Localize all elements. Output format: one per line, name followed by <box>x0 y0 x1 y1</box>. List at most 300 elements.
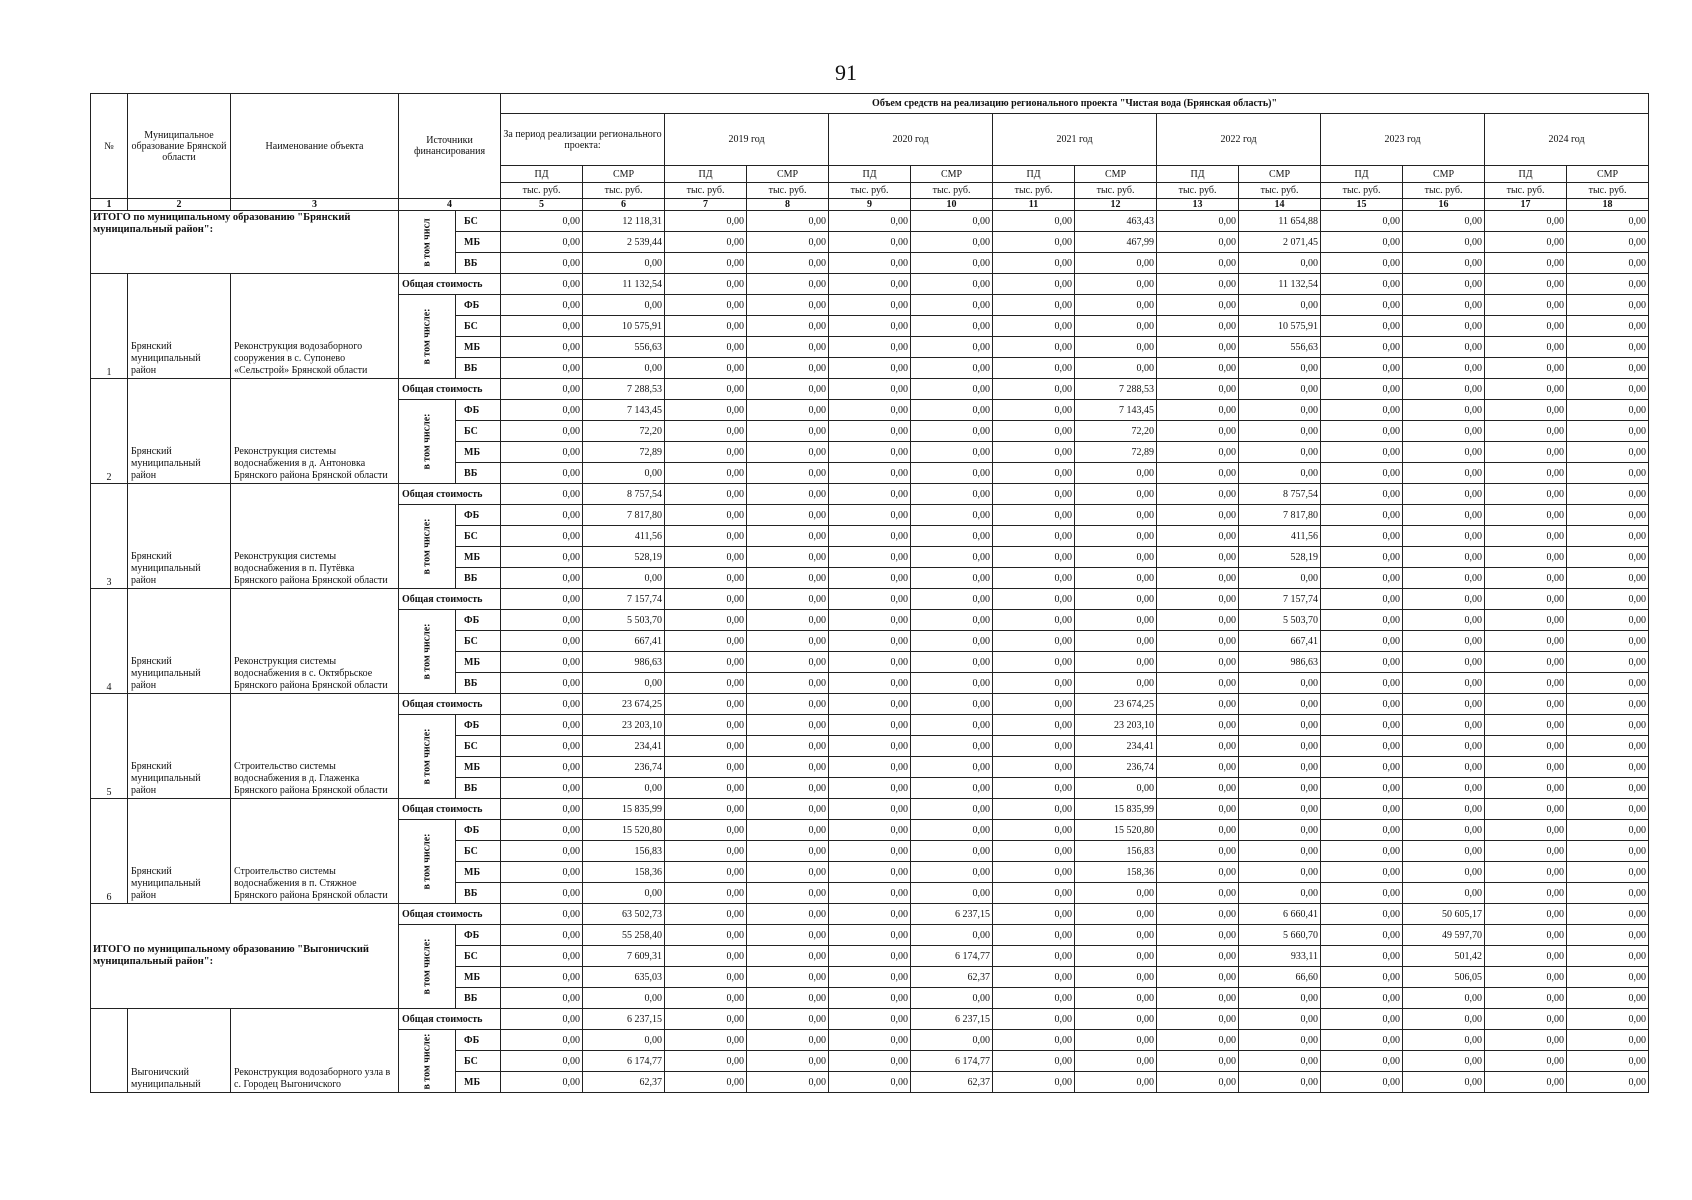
value-cell: 0,00 <box>747 463 829 484</box>
value-cell: 0,00 <box>501 337 583 358</box>
value-cell: 0,00 <box>665 778 747 799</box>
value-cell: 0,00 <box>1157 1072 1239 1093</box>
value-cell: 0,00 <box>1403 673 1485 694</box>
value-cell: 0,00 <box>1567 526 1649 547</box>
value-cell: 10 575,91 <box>1239 316 1321 337</box>
value-cell: 23 203,10 <box>583 715 665 736</box>
value-cell: 0,00 <box>1485 925 1567 946</box>
value-cell: 0,00 <box>1157 631 1239 652</box>
value-cell: 0,00 <box>747 610 829 631</box>
value-cell: 0,00 <box>501 484 583 505</box>
value-cell: 50 605,17 <box>1403 904 1485 925</box>
value-cell: 0,00 <box>665 967 747 988</box>
value-cell: 7 143,45 <box>583 400 665 421</box>
source-cell: ФБ <box>456 1030 501 1051</box>
value-cell: 0,00 <box>1403 274 1485 295</box>
value-cell: 0,00 <box>911 295 993 316</box>
source-cell: ФБ <box>456 925 501 946</box>
value-cell: 0,00 <box>911 925 993 946</box>
value-cell: 0,00 <box>1485 631 1567 652</box>
value-cell: 6 660,41 <box>1239 904 1321 925</box>
value-cell: 0,00 <box>1321 904 1403 925</box>
value-cell: 0,00 <box>583 463 665 484</box>
value-cell: 0,00 <box>1403 295 1485 316</box>
value-cell: 15 520,80 <box>583 820 665 841</box>
value-cell: 236,74 <box>583 757 665 778</box>
including-label <box>399 715 456 799</box>
value-cell: 0,00 <box>911 484 993 505</box>
value-cell: 0,00 <box>1239 715 1321 736</box>
value-cell: 0,00 <box>1157 652 1239 673</box>
value-cell: 0,00 <box>1321 400 1403 421</box>
value-cell: 0,00 <box>1321 715 1403 736</box>
value-cell: 0,00 <box>665 232 747 253</box>
value-cell: 0,00 <box>1157 253 1239 274</box>
value-cell: 667,41 <box>583 631 665 652</box>
header-unit: тыс. руб. <box>911 183 993 199</box>
municipality-name: Выгоничский муниципальный <box>128 1009 231 1093</box>
source-cell: БС <box>456 1051 501 1072</box>
value-cell: 0,00 <box>501 715 583 736</box>
table-row-total <box>91 484 1649 505</box>
value-cell: 0,00 <box>1485 904 1567 925</box>
value-cell: 0,00 <box>501 211 583 232</box>
value-cell: 0,00 <box>829 400 911 421</box>
value-cell: 15 835,99 <box>583 799 665 820</box>
table-row-total <box>91 589 1649 610</box>
source-cell: ФБ <box>456 295 501 316</box>
value-cell: 0,00 <box>1321 736 1403 757</box>
value-cell: 0,00 <box>1403 337 1485 358</box>
value-cell: 0,00 <box>501 253 583 274</box>
table-row-total <box>91 379 1649 400</box>
value-cell: 0,00 <box>747 799 829 820</box>
value-cell: 0,00 <box>665 673 747 694</box>
value-cell: 0,00 <box>911 652 993 673</box>
header-smr: СМР <box>747 166 829 183</box>
value-cell: 0,00 <box>1485 820 1567 841</box>
value-cell: 0,00 <box>1157 1030 1239 1051</box>
value-cell: 0,00 <box>993 316 1075 337</box>
value-cell: 0,00 <box>665 841 747 862</box>
value-cell: 0,00 <box>829 946 911 967</box>
source-cell: ФБ <box>456 400 501 421</box>
value-cell: 0,00 <box>747 694 829 715</box>
value-cell: 0,00 <box>829 274 911 295</box>
value-cell: 0,00 <box>501 736 583 757</box>
value-cell: 0,00 <box>1485 484 1567 505</box>
table-row-total <box>91 799 1649 820</box>
value-cell: 0,00 <box>993 337 1075 358</box>
value-cell: 0,00 <box>1157 736 1239 757</box>
value-cell: 0,00 <box>1321 1009 1403 1030</box>
value-cell: 986,63 <box>1239 652 1321 673</box>
value-cell: 0,00 <box>993 925 1075 946</box>
value-cell: 0,00 <box>911 610 993 631</box>
value-cell: 0,00 <box>501 820 583 841</box>
value-cell: 0,00 <box>1075 778 1157 799</box>
header-year: 2022 год <box>1157 114 1321 166</box>
value-cell: 0,00 <box>1075 967 1157 988</box>
value-cell: 0,00 <box>1485 841 1567 862</box>
value-cell: 0,00 <box>911 505 993 526</box>
value-cell: 0,00 <box>1485 211 1567 232</box>
value-cell: 0,00 <box>501 232 583 253</box>
value-cell: 0,00 <box>1403 736 1485 757</box>
value-cell: 0,00 <box>1567 337 1649 358</box>
including-label <box>399 610 456 694</box>
value-cell: 0,00 <box>829 673 911 694</box>
value-cell: 467,99 <box>1075 232 1157 253</box>
value-cell: 0,00 <box>1567 253 1649 274</box>
value-cell: 0,00 <box>911 379 993 400</box>
value-cell: 0,00 <box>1403 988 1485 1009</box>
value-cell: 0,00 <box>1567 862 1649 883</box>
total-cost-label: Общая стоимость <box>399 589 501 610</box>
value-cell: 0,00 <box>501 589 583 610</box>
value-cell: 0,00 <box>829 883 911 904</box>
value-cell: 0,00 <box>993 295 1075 316</box>
value-cell: 0,00 <box>829 904 911 925</box>
value-cell: 0,00 <box>1321 274 1403 295</box>
value-cell: 0,00 <box>993 883 1075 904</box>
value-cell: 7 288,53 <box>583 379 665 400</box>
value-cell: 0,00 <box>1239 778 1321 799</box>
value-cell: 0,00 <box>1239 1072 1321 1093</box>
value-cell: 0,00 <box>1485 589 1567 610</box>
value-cell: 62,37 <box>911 1072 993 1093</box>
value-cell: 0,00 <box>993 505 1075 526</box>
value-cell: 0,00 <box>1403 631 1485 652</box>
header-no: № <box>91 94 128 199</box>
source-cell: ВБ <box>456 463 501 484</box>
value-cell: 556,63 <box>583 337 665 358</box>
value-cell: 0,00 <box>1239 1051 1321 1072</box>
header-smr: СМР <box>583 166 665 183</box>
value-cell: 0,00 <box>665 253 747 274</box>
value-cell: 0,00 <box>1239 295 1321 316</box>
value-cell: 0,00 <box>993 778 1075 799</box>
value-cell: 0,00 <box>1239 736 1321 757</box>
value-cell: 0,00 <box>1485 1072 1567 1093</box>
value-cell: 0,00 <box>1403 652 1485 673</box>
header-year: 2019 год <box>665 114 829 166</box>
value-cell: 0,00 <box>1485 862 1567 883</box>
including-label <box>399 1030 456 1093</box>
value-cell: 0,00 <box>1403 547 1485 568</box>
column-number: 6 <box>583 199 665 211</box>
value-cell: 0,00 <box>665 820 747 841</box>
column-number: 4 <box>399 199 501 211</box>
value-cell: 0,00 <box>1567 820 1649 841</box>
total-cost-label: Общая стоимость <box>399 1009 501 1030</box>
value-cell: 0,00 <box>1567 379 1649 400</box>
value-cell: 0,00 <box>911 673 993 694</box>
value-cell: 0,00 <box>911 232 993 253</box>
value-cell: 0,00 <box>829 694 911 715</box>
value-cell: 0,00 <box>747 673 829 694</box>
value-cell: 0,00 <box>1567 652 1649 673</box>
value-cell: 0,00 <box>1157 820 1239 841</box>
value-cell: 0,00 <box>829 526 911 547</box>
value-cell: 0,00 <box>993 799 1075 820</box>
column-number: 1 <box>91 199 128 211</box>
value-cell: 0,00 <box>1321 673 1403 694</box>
value-cell: 0,00 <box>501 673 583 694</box>
value-cell: 0,00 <box>1403 778 1485 799</box>
header-smr: СМР <box>1239 166 1321 183</box>
value-cell: 0,00 <box>665 631 747 652</box>
municipality-name: Брянский муниципальный район <box>128 274 231 379</box>
value-cell: 11 132,54 <box>1239 274 1321 295</box>
header-year: 2021 год <box>993 114 1157 166</box>
header-unit: тыс. руб. <box>1403 183 1485 199</box>
value-cell: 0,00 <box>993 736 1075 757</box>
value-cell: 2 071,45 <box>1239 232 1321 253</box>
value-cell: 0,00 <box>1567 568 1649 589</box>
value-cell: 0,00 <box>1075 505 1157 526</box>
value-cell: 0,00 <box>665 1009 747 1030</box>
value-cell: 0,00 <box>993 1009 1075 1030</box>
value-cell: 0,00 <box>1403 694 1485 715</box>
value-cell: 0,00 <box>1157 967 1239 988</box>
header-municipality: Муниципальное образование Брянской области <box>128 94 231 199</box>
value-cell: 0,00 <box>911 988 993 1009</box>
value-cell: 0,00 <box>747 841 829 862</box>
header-pd: ПД <box>829 166 911 183</box>
header-year: 2024 год <box>1485 114 1649 166</box>
value-cell: 501,42 <box>1403 946 1485 967</box>
value-cell: 0,00 <box>1403 358 1485 379</box>
value-cell: 0,00 <box>911 883 993 904</box>
value-cell: 0,00 <box>1157 379 1239 400</box>
source-cell: ВБ <box>456 568 501 589</box>
value-cell: 0,00 <box>993 904 1075 925</box>
value-cell: 0,00 <box>665 505 747 526</box>
value-cell: 0,00 <box>1403 400 1485 421</box>
value-cell: 0,00 <box>911 337 993 358</box>
value-cell: 0,00 <box>1157 715 1239 736</box>
value-cell: 0,00 <box>1157 274 1239 295</box>
value-cell: 0,00 <box>1485 337 1567 358</box>
value-cell: 0,00 <box>665 589 747 610</box>
value-cell: 0,00 <box>747 295 829 316</box>
value-cell: 0,00 <box>747 379 829 400</box>
value-cell: 23 674,25 <box>583 694 665 715</box>
value-cell: 0,00 <box>1403 232 1485 253</box>
value-cell: 0,00 <box>665 421 747 442</box>
table-body <box>91 211 1649 1093</box>
value-cell: 0,00 <box>501 757 583 778</box>
value-cell: 0,00 <box>1567 400 1649 421</box>
value-cell: 0,00 <box>1485 1030 1567 1051</box>
value-cell: 0,00 <box>1075 274 1157 295</box>
value-cell: 0,00 <box>911 400 993 421</box>
value-cell: 0,00 <box>1075 526 1157 547</box>
value-cell: 0,00 <box>993 694 1075 715</box>
value-cell: 0,00 <box>747 526 829 547</box>
value-cell: 0,00 <box>665 484 747 505</box>
value-cell: 0,00 <box>911 274 993 295</box>
source-cell: МБ <box>456 1072 501 1093</box>
value-cell: 0,00 <box>1567 274 1649 295</box>
value-cell: 0,00 <box>501 988 583 1009</box>
value-cell: 0,00 <box>1485 442 1567 463</box>
including-text: в том числе: <box>421 938 433 995</box>
value-cell: 0,00 <box>993 484 1075 505</box>
header-sources: Источники финансирования <box>399 94 501 199</box>
value-cell: 11 654,88 <box>1239 211 1321 232</box>
value-cell: 0,00 <box>501 463 583 484</box>
value-cell: 0,00 <box>1567 694 1649 715</box>
value-cell: 0,00 <box>1321 631 1403 652</box>
value-cell: 0,00 <box>1321 316 1403 337</box>
source-cell: МБ <box>456 757 501 778</box>
value-cell: 15 835,99 <box>1075 799 1157 820</box>
source-cell: БС <box>456 841 501 862</box>
value-cell: 0,00 <box>829 463 911 484</box>
value-cell: 0,00 <box>911 253 993 274</box>
value-cell: 0,00 <box>1403 1051 1485 1072</box>
value-cell: 933,11 <box>1239 946 1321 967</box>
source-cell: МБ <box>456 652 501 673</box>
header-unit: тыс. руб. <box>1321 183 1403 199</box>
value-cell: 0,00 <box>829 442 911 463</box>
value-cell: 0,00 <box>993 1072 1075 1093</box>
value-cell: 0,00 <box>1075 316 1157 337</box>
value-cell: 0,00 <box>1403 820 1485 841</box>
value-cell: 0,00 <box>1567 232 1649 253</box>
value-cell: 0,00 <box>1567 1009 1649 1030</box>
value-cell: 0,00 <box>1567 610 1649 631</box>
header-smr: СМР <box>1567 166 1649 183</box>
value-cell: 0,00 <box>911 547 993 568</box>
value-cell: 0,00 <box>1321 925 1403 946</box>
value-cell: 0,00 <box>1075 673 1157 694</box>
value-cell: 0,00 <box>501 610 583 631</box>
value-cell: 0,00 <box>1157 904 1239 925</box>
value-cell: 0,00 <box>1403 757 1485 778</box>
value-cell: 0,00 <box>1075 589 1157 610</box>
value-cell: 0,00 <box>501 967 583 988</box>
value-cell: 0,00 <box>665 526 747 547</box>
value-cell: 0,00 <box>829 1051 911 1072</box>
value-cell: 0,00 <box>993 1051 1075 1072</box>
value-cell: 0,00 <box>747 316 829 337</box>
value-cell: 0,00 <box>1567 505 1649 526</box>
value-cell: 0,00 <box>1321 967 1403 988</box>
value-cell: 0,00 <box>1485 946 1567 967</box>
value-cell: 0,00 <box>911 421 993 442</box>
including-text: в том числе: <box>421 728 433 785</box>
municipality-name: Брянский муниципальный район <box>128 484 231 589</box>
value-cell: 0,00 <box>1485 547 1567 568</box>
source-cell: МБ <box>456 862 501 883</box>
table-row-total <box>91 904 1649 925</box>
value-cell: 72,89 <box>1075 442 1157 463</box>
total-cost-label: Общая стоимость <box>399 379 501 400</box>
value-cell: 0,00 <box>911 841 993 862</box>
value-cell: 0,00 <box>1157 526 1239 547</box>
value-cell: 0,00 <box>1567 673 1649 694</box>
value-cell: 0,00 <box>1075 484 1157 505</box>
value-cell: 7 817,80 <box>1239 505 1321 526</box>
column-number: 13 <box>1157 199 1239 211</box>
value-cell: 0,00 <box>1157 988 1239 1009</box>
value-cell: 0,00 <box>1485 526 1567 547</box>
value-cell: 6 237,15 <box>583 1009 665 1030</box>
value-cell: 0,00 <box>1403 589 1485 610</box>
value-cell: 0,00 <box>1403 715 1485 736</box>
value-cell: 0,00 <box>829 1072 911 1093</box>
value-cell: 0,00 <box>993 967 1075 988</box>
value-cell: 0,00 <box>1239 841 1321 862</box>
value-cell: 0,00 <box>501 442 583 463</box>
value-cell: 0,00 <box>1321 547 1403 568</box>
header-unit: тыс. руб. <box>583 183 665 199</box>
value-cell: 0,00 <box>1567 547 1649 568</box>
source-cell: ФБ <box>456 820 501 841</box>
value-cell: 0,00 <box>1567 757 1649 778</box>
value-cell: 0,00 <box>1403 568 1485 589</box>
value-cell: 0,00 <box>501 421 583 442</box>
value-cell: 0,00 <box>665 610 747 631</box>
value-cell: 0,00 <box>911 442 993 463</box>
value-cell: 0,00 <box>911 799 993 820</box>
value-cell: 0,00 <box>1485 274 1567 295</box>
value-cell: 0,00 <box>1321 358 1403 379</box>
source-cell: БС <box>456 946 501 967</box>
value-cell: 0,00 <box>1239 253 1321 274</box>
value-cell: 0,00 <box>665 400 747 421</box>
value-cell: 0,00 <box>583 1030 665 1051</box>
value-cell: 0,00 <box>993 589 1075 610</box>
value-cell: 10 575,91 <box>583 316 665 337</box>
value-cell: 0,00 <box>1485 1009 1567 1030</box>
value-cell: 0,00 <box>829 652 911 673</box>
value-cell: 0,00 <box>501 568 583 589</box>
value-cell: 0,00 <box>993 358 1075 379</box>
value-cell: 0,00 <box>1157 841 1239 862</box>
column-number: 10 <box>911 199 993 211</box>
municipality-name: Брянский муниципальный район <box>128 694 231 799</box>
value-cell: 0,00 <box>993 463 1075 484</box>
table-row <box>91 211 1649 232</box>
value-cell: 0,00 <box>747 421 829 442</box>
including-label <box>399 925 456 1009</box>
value-cell: 0,00 <box>583 358 665 379</box>
value-cell: 0,00 <box>993 946 1075 967</box>
value-cell: 0,00 <box>1485 358 1567 379</box>
value-cell: 0,00 <box>1157 673 1239 694</box>
value-cell: 0,00 <box>1485 610 1567 631</box>
value-cell: 0,00 <box>1567 946 1649 967</box>
table-row-total <box>91 694 1649 715</box>
value-cell: 0,00 <box>829 1030 911 1051</box>
value-cell: 0,00 <box>747 1030 829 1051</box>
value-cell: 0,00 <box>583 988 665 1009</box>
value-cell: 0,00 <box>501 652 583 673</box>
header-object: Наименование объекта <box>231 94 399 199</box>
source-cell: БС <box>456 526 501 547</box>
value-cell: 0,00 <box>1239 883 1321 904</box>
value-cell: 72,89 <box>583 442 665 463</box>
value-cell: 0,00 <box>1075 1072 1157 1093</box>
value-cell: 0,00 <box>1321 820 1403 841</box>
value-cell: 0,00 <box>665 316 747 337</box>
value-cell: 0,00 <box>1157 1009 1239 1030</box>
value-cell: 0,00 <box>993 400 1075 421</box>
